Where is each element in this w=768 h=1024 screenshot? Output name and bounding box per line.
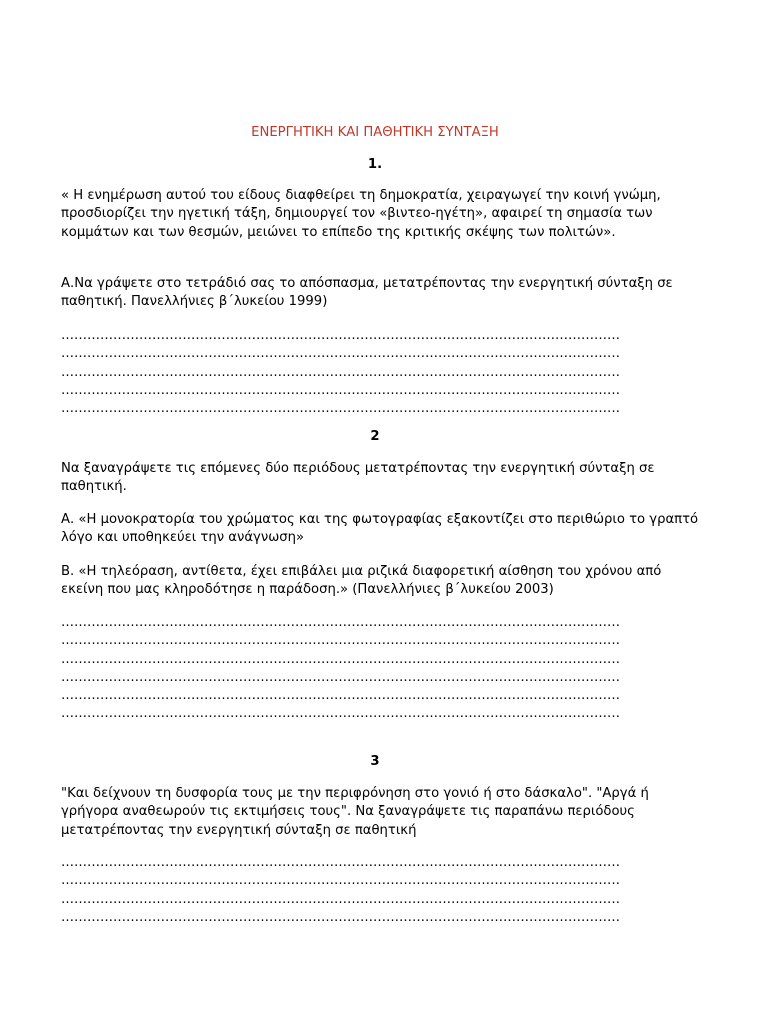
answer-line: ………………………………………………………………………………………………………………… bbox=[61, 891, 620, 907]
answer-line: ………………………………………………………………………………………………………………… bbox=[61, 401, 620, 417]
answer-line: ………………………………………………………………………………………………………………… bbox=[61, 706, 620, 722]
section-2-instruction: Να ξαναγράψετε τις επόμενες δύο περιόδους μετατρέποντας την ενεργητική σύνταξη σε παθητική. bbox=[61, 461, 655, 495]
answer-line: ………………………………………………………………………………………………………………… bbox=[61, 633, 620, 649]
section-2-item-b: Β. «Η τηλεόραση, αντίθετα, έχει επιβάλει μια ριζικά διαφορετική αίσθηση του χρόνου από εκείνη που μας κληροδότησε η παράδοση.» (Πανελλήνιες β΄λυκείου 2003) bbox=[61, 564, 662, 598]
answer-line: ………………………………………………………………………………………………………………… bbox=[61, 651, 620, 667]
answer-line: ………………………………………………………………………………………………………………… bbox=[61, 669, 620, 685]
section-1-passage: « Η ενημέρωση αυτού του είδους διαφθείρει τη δημοκρατία, χειραγωγεί την κοινή γνώμη, προσδιορίζει την ηγετική τάξη, δημιουργεί τον «βιντεο-ηγέτη», αφαιρεί τη σημασία των κομμάτων και των θεσμών, μειώνει το επίπεδο της κριτικής σκέψης των πολιτών». bbox=[61, 188, 661, 240]
answer-line: ………………………………………………………………………………………………………………… bbox=[61, 328, 620, 343]
section-3-answer-lines bbox=[61, 854, 701, 927]
answer-line: ………………………………………………………………………………………………………………… bbox=[61, 688, 620, 704]
section-2-answer-lines bbox=[61, 614, 701, 724]
answer-line: ………………………………………………………………………………………………………………… bbox=[61, 615, 620, 630]
section-3-passage: "Και δείχνουν τη δυσφορία τους με την περιφρόνηση στο γονιό ή στο δάσκαλο". "Αργά ή γρήγορα αναθεωρούν τις εκτιμήσεις τους". Να ξαναγράψετε τις παραπάνω περιόδους μετατρέποντας την ενεργητική σύνταξη σε παθητική bbox=[61, 786, 649, 838]
section-1-instruction: Α.Να γράψετε στο τετράδιό σας το απόσπασμα, μετατρέποντας την ενεργητική σύνταξη σε παθητική. Πανελλήνιες β΄λυκείου 1999) bbox=[61, 276, 673, 310]
section-3-number: 3 bbox=[370, 754, 380, 769]
section-1-number: 1. bbox=[367, 157, 383, 172]
answer-line: ………………………………………………………………………………………………………………… bbox=[61, 909, 620, 925]
answer-line: ………………………………………………………………………………………………………………… bbox=[61, 873, 620, 889]
page-title: ΕΝΕΡΓΗΤΙΚΗ ΚΑΙ ΠΑΘΗΤΙΚΗ ΣΥΝΤΑΞΗ bbox=[251, 125, 499, 140]
answer-line: ………………………………………………………………………………………………………………… bbox=[61, 855, 620, 870]
section-2-number: 2 bbox=[370, 429, 380, 444]
answer-line: ………………………………………………………………………………………………………………… bbox=[61, 346, 620, 362]
section-2-item-a: Α. «Η μονοκρατορία του χρώματος και της φωτογραφίας εξακοντίζει στο περιθώριο το γραπτό λόγο και υποθηκεύει την ανάγνωση» bbox=[61, 512, 699, 546]
answer-line: ………………………………………………………………………………………………………………… bbox=[61, 382, 620, 398]
answer-line: ………………………………………………………………………………………………………………… bbox=[61, 364, 620, 380]
section-1-answer-lines bbox=[61, 327, 701, 418]
